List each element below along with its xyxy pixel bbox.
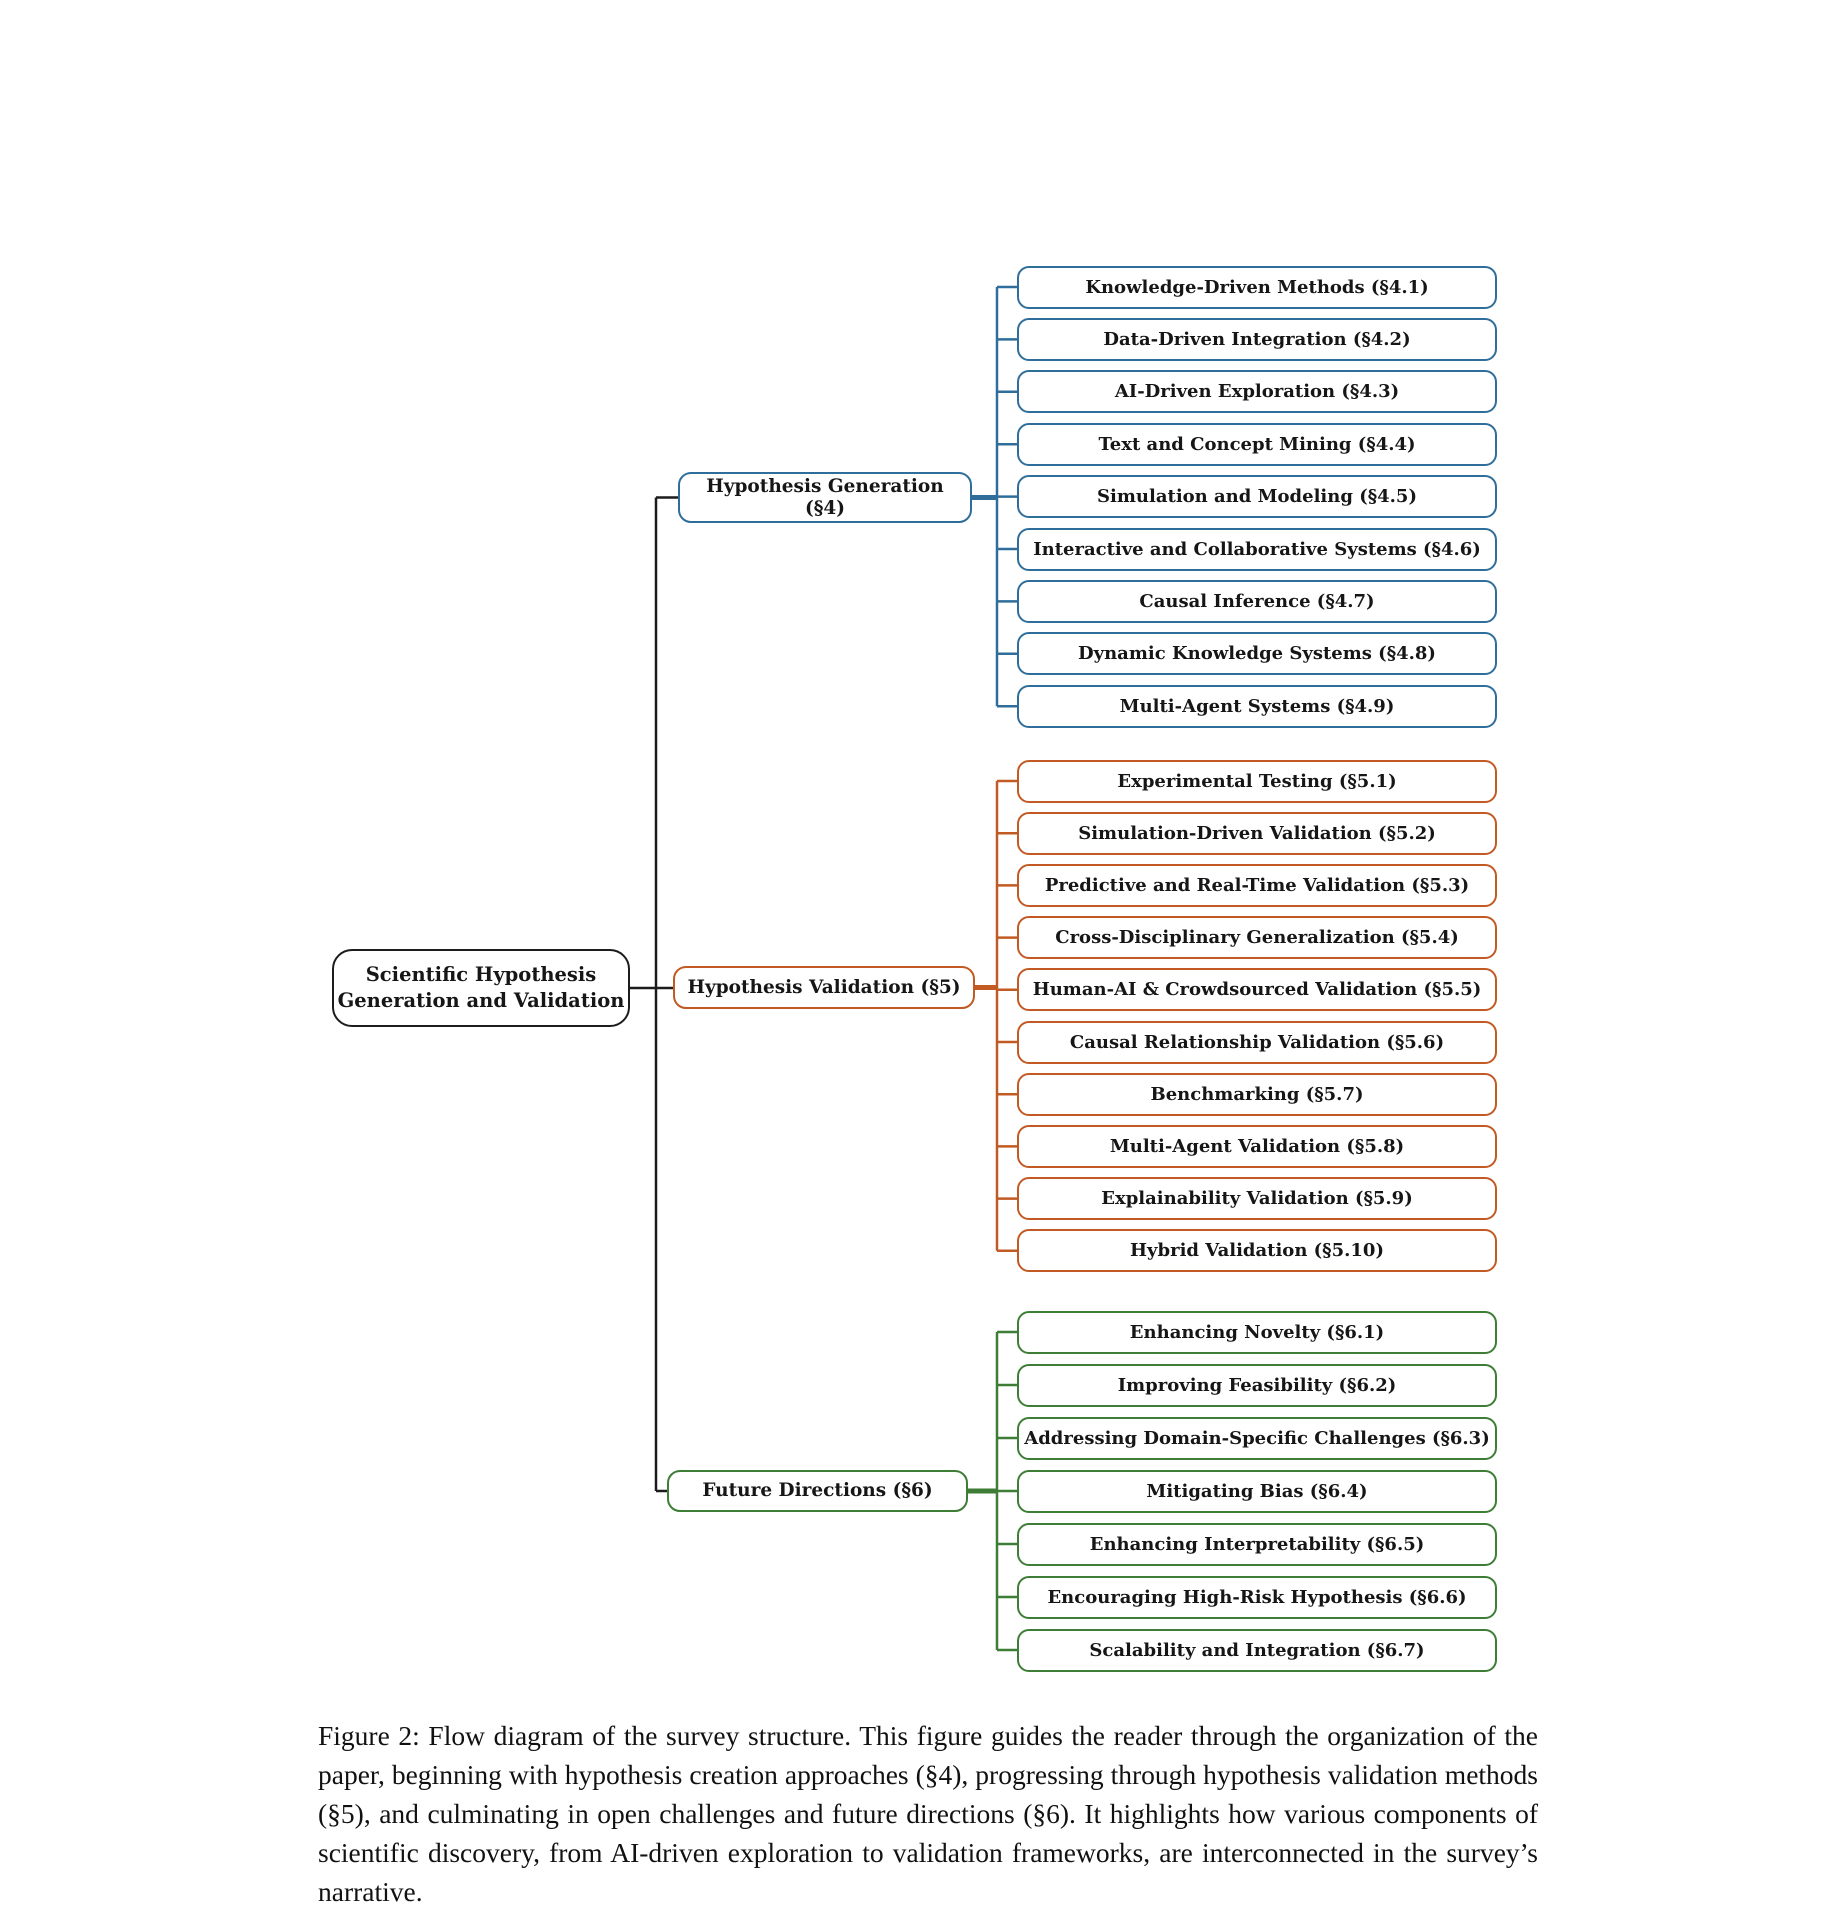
tree-node-improving-feasibility-6-2: Improving Feasibility (§6.2) — [1017, 1364, 1497, 1407]
tree-node-predictive-and-real-time-validation-5-3: Predictive and Real-Time Validation (§5.3) — [1017, 864, 1497, 907]
tree-node-multi-agent-validation-5-8: Multi-Agent Validation (§5.8) — [1017, 1125, 1497, 1168]
tree-node-hybrid-validation-5-10: Hybrid Validation (§5.10) — [1017, 1229, 1497, 1272]
tree-node-simulation-and-modeling-4-5: Simulation and Modeling (§4.5) — [1017, 475, 1497, 518]
tree-node-enhancing-interpretability-6-5: Enhancing Interpretability (§6.5) — [1017, 1523, 1497, 1566]
tree-node-causal-relationship-validation-5-6: Causal Relationship Validation (§5.6) — [1017, 1021, 1497, 1064]
tree-node-experimental-testing-5-1: Experimental Testing (§5.1) — [1017, 760, 1497, 803]
tree-node-explainability-validation-5-9: Explainability Validation (§5.9) — [1017, 1177, 1497, 1220]
root-node-scientific-hypothesis — [332, 949, 630, 1027]
tree-node-causal-inference-4-7: Causal Inference (§4.7) — [1017, 580, 1497, 623]
figure-caption: Figure 2: Flow diagram of the survey structure. This figure guides the reader through the organization of the paper, beginning with hypothesis creation approaches (§4), progressing through hypothesis validation methods (§5), and culminating in open challenges and future directions (§6). It highlights how various components of scientific discovery, from AI-driven exploration to validation frameworks, are interconnected in the survey’s narrative. — [318, 1719, 1538, 1907]
root-label-line2: Generation and Validation — [337, 989, 625, 1012]
tree-node-knowledge-driven-methods-4-1: Knowledge-Driven Methods (§4.1) — [1017, 266, 1497, 309]
tree-node-dynamic-knowledge-systems-4-8: Dynamic Knowledge Systems (§4.8) — [1017, 632, 1497, 675]
tree-node-enhancing-novelty-6-1: Enhancing Novelty (§6.1) — [1017, 1311, 1497, 1354]
root-label-line1: Scientific Hypothesis — [365, 962, 597, 986]
tree-node-human-ai-crowdsourced-validation-5-5: Human-AI & Crowdsourced Validation (§5.5) — [1017, 968, 1497, 1011]
branch-label: Hypothesis Validation (§5) — [687, 976, 961, 998]
tree-node-text-and-concept-mining-4-4: Text and Concept Mining (§4.4) — [1017, 423, 1497, 466]
branch-sublabel: (§4) — [804, 497, 846, 519]
tree-node-addressing-domain-specific-challenges-6-3: Addressing Domain-Specific Challenges (§6.3) — [1017, 1417, 1497, 1460]
tree-node-cross-disciplinary-generalization-5-4: Cross-Disciplinary Generalization (§5.4) — [1017, 916, 1497, 959]
branch-node-hypothesis-generation — [678, 472, 972, 523]
branch-node-hypothesis-validation — [673, 966, 975, 1009]
tree-node-scalability-and-integration-6-7: Scalability and Integration (§6.7) — [1017, 1629, 1497, 1672]
branch-label: Future Directions (§6) — [702, 1480, 933, 1502]
tree-node-benchmarking-5-7: Benchmarking (§5.7) — [1017, 1073, 1497, 1116]
tree-node-encouraging-high-risk-hypothesis-6-6: Encouraging High-Risk Hypothesis (§6.6) — [1017, 1576, 1497, 1619]
branch-node-future-directions — [667, 1470, 968, 1512]
tree-node-data-driven-integration-4-2: Data-Driven Integration (§4.2) — [1017, 318, 1497, 361]
tree-node-ai-driven-exploration-4-3: AI-Driven Exploration (§4.3) — [1017, 370, 1497, 413]
tree-node-simulation-driven-validation-5-2: Simulation-Driven Validation (§5.2) — [1017, 812, 1497, 855]
tree-node-multi-agent-systems-4-9: Multi-Agent Systems (§4.9) — [1017, 685, 1497, 728]
branch-label: Hypothesis Generation — [706, 475, 944, 497]
tree-node-mitigating-bias-6-4: Mitigating Bias (§6.4) — [1017, 1470, 1497, 1513]
tree-node-interactive-and-collaborative-systems-4-6: Interactive and Collaborative Systems (§4.6) — [1017, 528, 1497, 571]
